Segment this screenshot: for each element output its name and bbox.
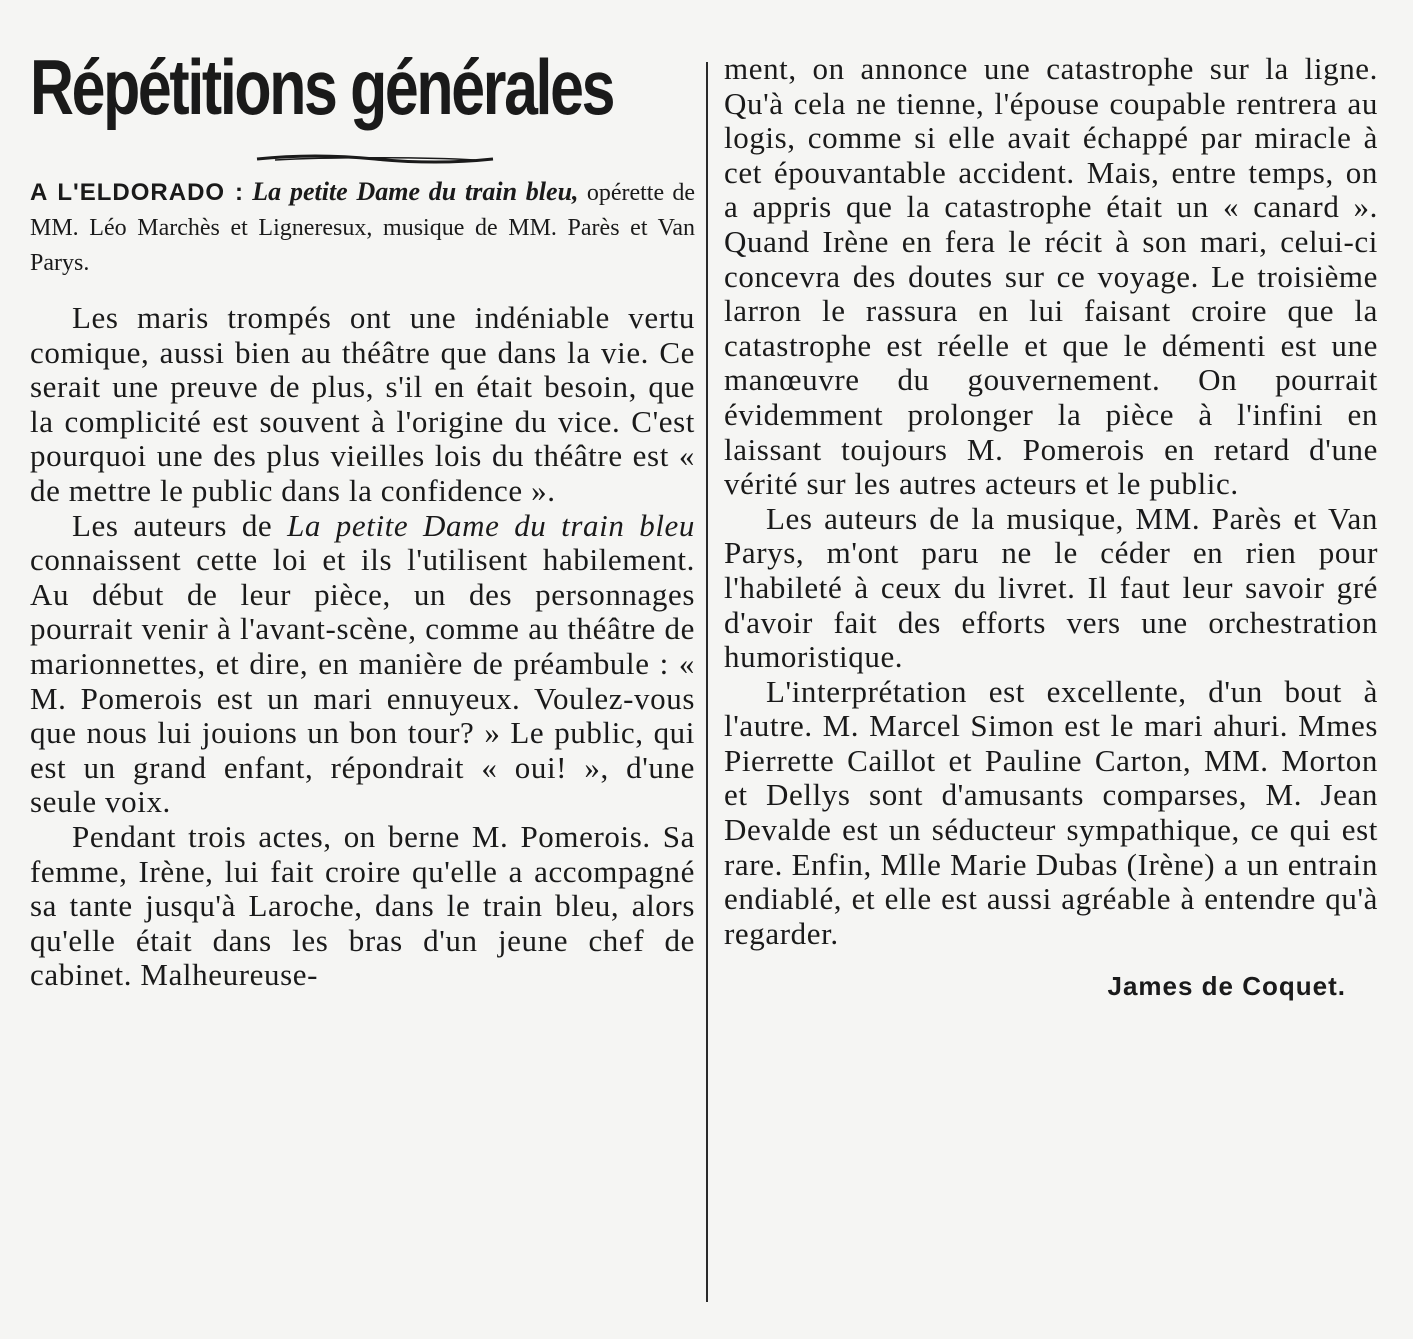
paragraph-3-right: ment, on annonce une catastrophe sur la ligne. Qu'à cela ne tienne, l'épouse coupable rentrera au logis, comme si elle avait échappé par miracle à cet épouvantable accident. Mais, entre temps, on a appris que la catastrophe était un « canard ». Quand Irène en fera le récit à son mari, celui-ci concevra des doutes sur ce voyage. Le troisième larron le rassura en lui faisant croire que la catastrophe est réelle et que le démenti est une manœuvre du gouvernement. On pourrait évidemment prolonger la pièce à l'infini en laissant toujours M. Pomerois en retard d'une vérité sur les autres acteurs et le public. <box>724 51 1378 502</box>
article-subhead <box>30 174 695 281</box>
headline-flourish <box>255 152 495 166</box>
paragraph-2-rest: connaissent cette loi et ils l'utilisent habilement. Au début de leur pièce, un des personnages pourrait venir à l'avant-scène, comme au théâtre de marionnettes, et dire, en manière de préambule : « M. Pomerois est un mari ennuyeux. Voulez-vous que nous lui jouions un bon tour? » Le public, qui est un grand enfant, répondrait « oui! », d'une seule voix. <box>30 542 695 820</box>
paragraph-2-title: La petite Dame du train bleu <box>287 507 696 543</box>
paragraph-1: Les maris trompés ont une indéniable vertu comique, aussi bien au théâtre que dans la vie. Ce serait une preuve de plus, s'il en était besoin, que la complicité est souvent à l'origine du vice. C'est pourquoi une des plus vieilles lois du théâtre est « de mettre le public dans la confidence ». <box>30 300 695 508</box>
paragraph-2 <box>30 509 695 820</box>
play-credits: opérette de MM. Léo Marchès et Ligneresux, musique de MM. Parès et Van Parys. <box>30 180 696 276</box>
author-signature: James de Coquet. <box>1107 971 1346 1002</box>
right-column <box>724 52 1378 1002</box>
headline: Répétitions générales <box>30 43 614 131</box>
paragraph-5: L'interprétation est excellente, d'un bout à l'autre. M. Marcel Simon est le mari ahuri. Mmes Pierrette Caillot et Pauline Carton, MM. Morton et Dellys sont d'amusants comparses, M. Jean Devalde est un séducteur sympathique, ce qui est rare. Enfin, Mlle Marie Dubas (Irène) a un entrain endiablé, et elle est aussi agréable à entendre qu'à regarder. <box>724 673 1378 951</box>
paragraph-4: Les auteurs de la musique, MM. Parès et Van Parys, m'ont paru ne le céder en rien pour l'habileté à ceux du livret. Il faut leur savoir gré d'avoir fait des efforts vers une orchestration humoristique. <box>724 500 1378 675</box>
play-title: La petite Dame du train bleu, <box>252 177 579 206</box>
left-column <box>30 44 695 993</box>
column-divider <box>706 62 708 1302</box>
paragraph-2-start: Les auteurs de <box>72 507 273 543</box>
paragraph-3-left: Pendant trois actes, on berne M. Pomerois. Sa femme, Irène, lui fait croire qu'elle a accompagné sa tante jusqu'à Laroche, dans le train bleu, alors qu'elle était dans les bras d'un jeune chef de cabinet. Malheureuse- <box>30 818 695 993</box>
venue-label: A L'ELDORADO : <box>30 179 245 206</box>
